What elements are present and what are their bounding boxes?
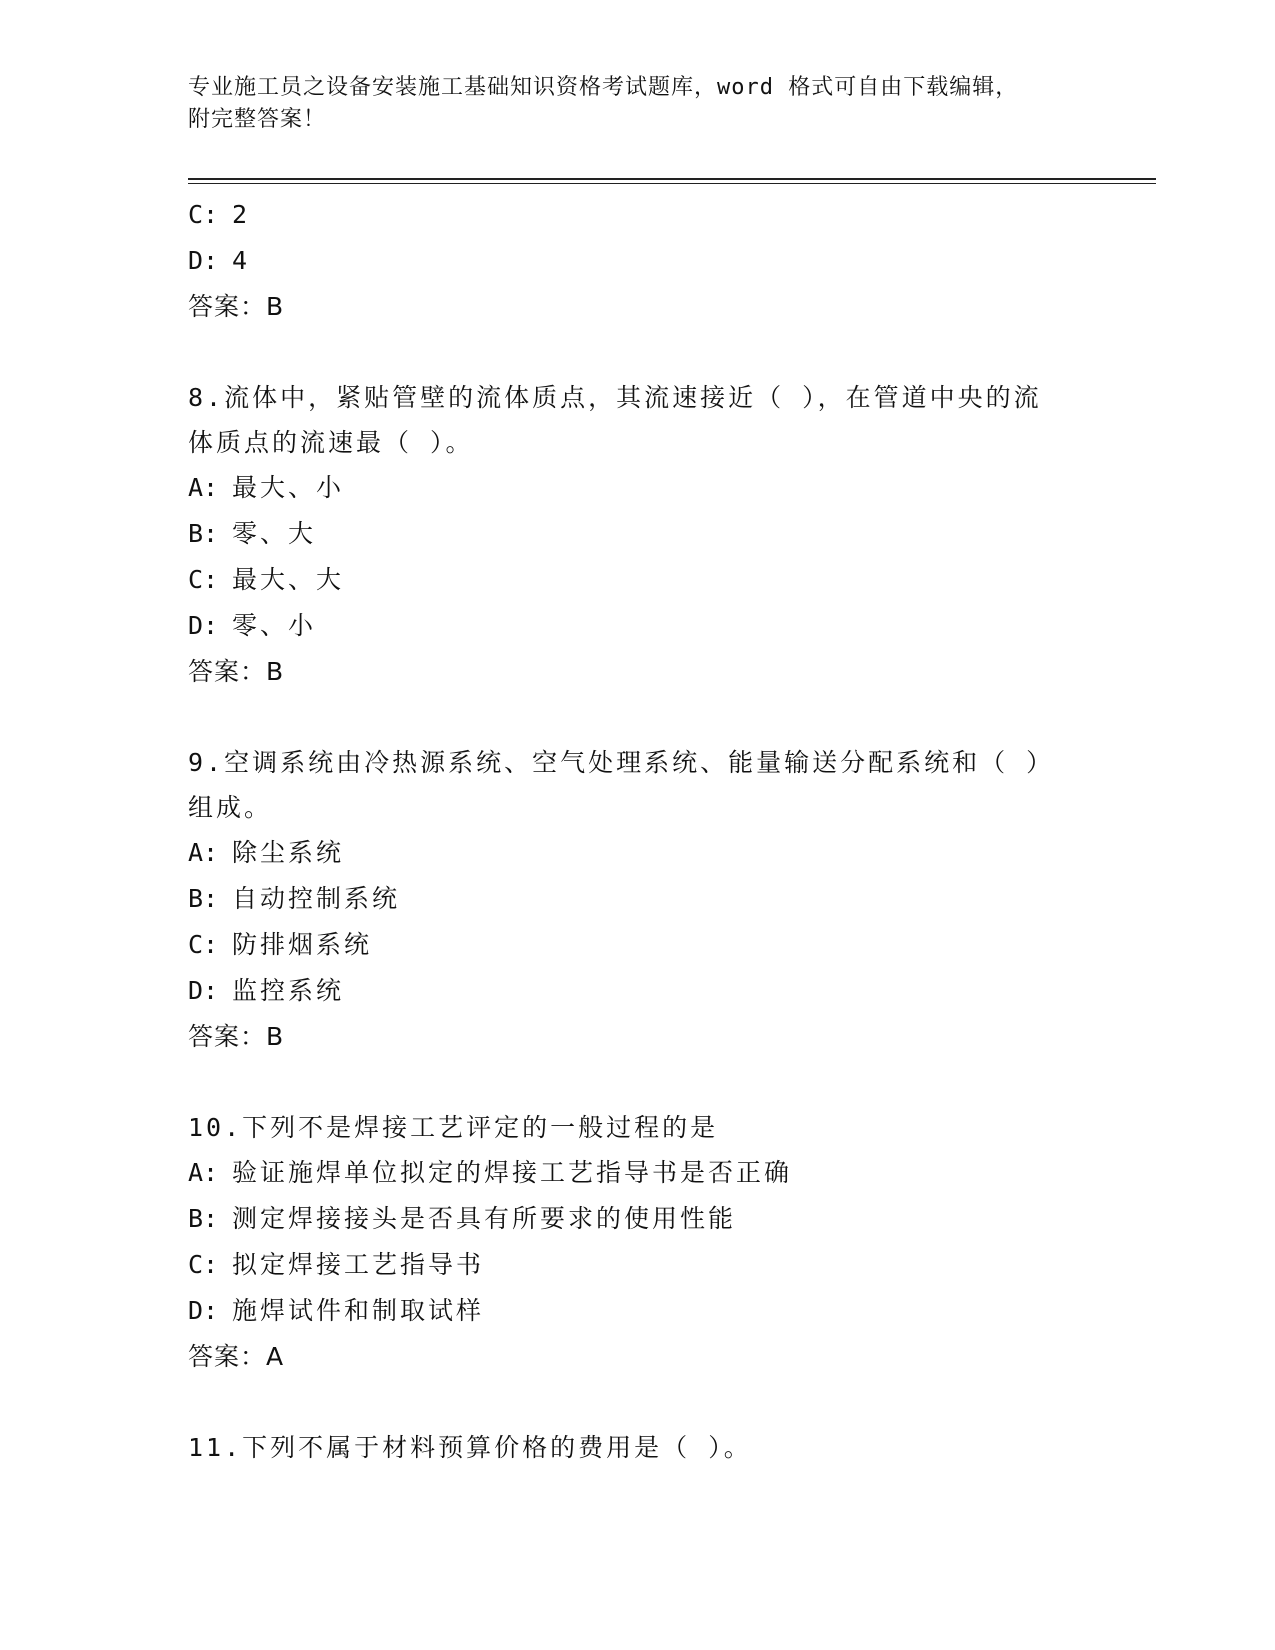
option-text: 最大、小 — [232, 473, 345, 502]
option-label: B: — [188, 884, 219, 913]
option-label: D: — [188, 1296, 219, 1325]
option-text: 监控系统 — [232, 976, 345, 1005]
option-text: 2 — [232, 200, 251, 229]
option-a — [188, 830, 1108, 876]
option-text: 最大、大 — [232, 565, 345, 594]
header-title-line2: 附完整答案！ — [188, 107, 327, 132]
option-label: A: — [188, 1158, 219, 1187]
question-list — [188, 192, 1108, 1470]
header-divider-thick — [188, 178, 1156, 180]
option-text: 除尘系统 — [232, 838, 345, 867]
question-stem — [188, 1105, 1108, 1150]
option-d — [188, 968, 1108, 1014]
option-label: C: — [188, 1250, 219, 1279]
option-b — [188, 511, 1108, 557]
question-stem-line: 体质点的流速最（ ）。 — [188, 428, 474, 457]
answer-line: 答案：B — [188, 292, 285, 321]
answer-line: 答案：B — [188, 1022, 285, 1051]
question-prev — [188, 192, 1108, 330]
option-label: B: — [188, 519, 219, 548]
header-divider-thin — [188, 183, 1156, 184]
page-header — [188, 72, 1088, 136]
question-stem — [188, 740, 1108, 830]
option-label: D: — [188, 976, 219, 1005]
option-text: 零、大 — [232, 519, 317, 548]
option-label: D: — [188, 246, 219, 275]
question-stem-line: 11.下列不属于材料预算价格的费用是（ ）。 — [188, 1433, 752, 1462]
spacer — [188, 695, 1108, 740]
option-label: C: — [188, 930, 219, 959]
option-label: B: — [188, 1204, 219, 1233]
option-b — [188, 876, 1108, 922]
option-label: A: — [188, 838, 219, 867]
option-c — [188, 1242, 1108, 1288]
question-stem-line: 9.空调系统由冷热源系统、空气处理系统、能量输送分配系统和（ ） — [188, 748, 1055, 777]
option-text: 验证施焊单位拟定的焊接工艺指导书是否正确 — [232, 1158, 793, 1187]
option-b — [188, 1196, 1108, 1242]
spacer — [188, 1380, 1108, 1425]
option-d — [188, 1288, 1108, 1334]
option-c — [188, 192, 1108, 238]
option-label: C: — [188, 200, 219, 229]
spacer — [188, 1060, 1108, 1105]
question-10 — [188, 1105, 1108, 1380]
question-stem-line: 8.流体中，紧贴管壁的流体质点，其流速接近（ ），在管道中央的流 — [188, 383, 1042, 412]
answer-line: 答案：A — [188, 1342, 285, 1371]
option-a — [188, 1150, 1108, 1196]
question-stem — [188, 375, 1108, 465]
option-text: 零、小 — [232, 611, 317, 640]
option-text: 4 — [232, 246, 251, 275]
question-9 — [188, 740, 1108, 1060]
option-a — [188, 465, 1108, 511]
option-text: 测定焊接接头是否具有所要求的使用性能 — [232, 1204, 737, 1233]
option-d — [188, 238, 1108, 284]
option-label: C: — [188, 565, 219, 594]
option-text: 自动控制系统 — [232, 884, 401, 913]
question-stem-line: 组成。 — [188, 793, 273, 822]
question-stem — [188, 1425, 1108, 1470]
option-text: 拟定焊接工艺指导书 — [232, 1250, 485, 1279]
question-stem-line: 10.下列不是焊接工艺评定的一般过程的是 — [188, 1113, 719, 1142]
question-11 — [188, 1425, 1108, 1470]
header-title-line1: 专业施工员之设备安装施工基础知识资格考试题库，word 格式可自由下载编辑， — [188, 75, 1019, 100]
question-8 — [188, 375, 1108, 695]
answer-line: 答案：B — [188, 657, 285, 686]
option-text: 防排烟系统 — [232, 930, 373, 959]
option-text: 施焊试件和制取试样 — [232, 1296, 485, 1325]
option-label: A: — [188, 473, 219, 502]
option-d — [188, 603, 1108, 649]
spacer — [188, 330, 1108, 375]
option-c — [188, 922, 1108, 968]
option-label: D: — [188, 611, 219, 640]
option-c — [188, 557, 1108, 603]
